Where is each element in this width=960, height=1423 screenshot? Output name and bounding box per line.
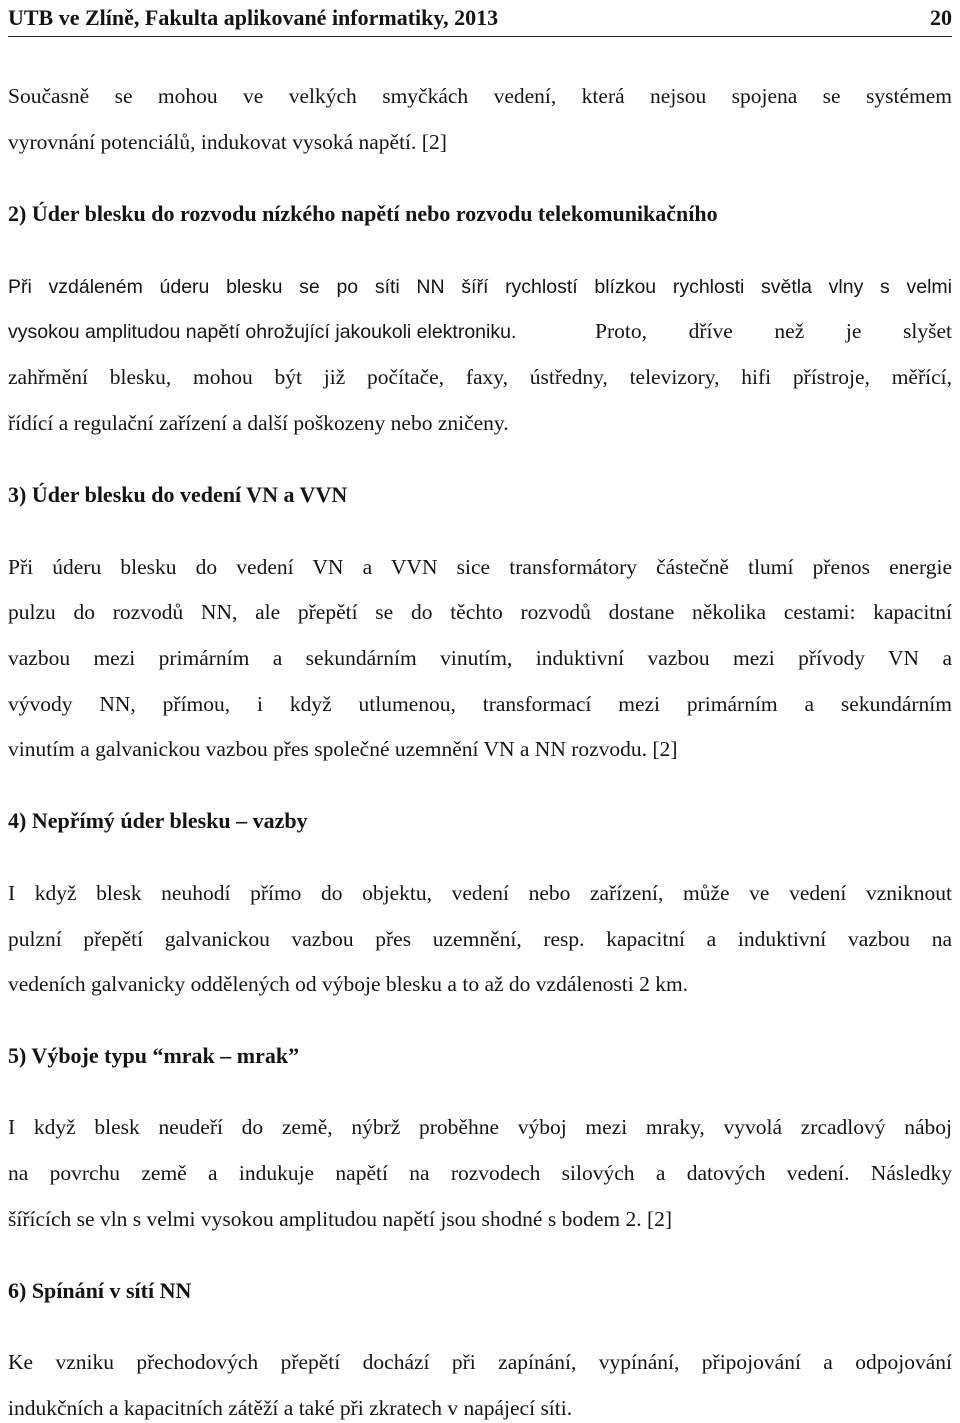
document-title: UTB ve Zlíně, Fakulta aplikované informatiky, 2013 [8,5,499,30]
paragraph-line: indukčních a kapacitních zátěží a také při zkratech v napájecí síti. [8,1396,573,1420]
section-heading-5: 5) Výboje typu “mrak – mrak” [8,1043,300,1068]
page-header [8,0,952,37]
paragraph-line: I když blesk neuhodí přímo do objektu, vedení nebo zařízení, může ve vedení vzniknout [8,881,952,905]
paragraph-line: zahřmění blesku, mohou být již počítače, faxy, ústředny, televizory, hifi přístroje, měřící, [8,365,952,389]
paragraph-line: vazbou mezi primárním a sekundárním vinutím, induktivní vazbou mezi přívody VN a [8,646,952,670]
paragraph-line: I když blesk neudeří do země, nýbrž proběhne výboj mezi mraky, vyvolá zrcadlový náboj [8,1115,952,1139]
section-heading-6: 6) Spínání v sítí NN [8,1278,192,1303]
paragraph-line: vedeních galvanicky oddělených od výboje blesku a to až do vzdálenosti 2 km. [8,972,689,996]
paragraph-line: vyrovnání potenciálů, indukovat vysoká napětí. [2] [8,130,447,154]
paragraph-line: Ke vzniku přechodových přepětí dochází při zapínání, vypínání, připojování a odpojování [8,1350,952,1374]
paragraph-line: Současně se mohou ve velkých smyčkách vedení, která nejsou spojena se systémem [8,84,952,108]
paragraph-line: na povrchu země a indukuje napětí na rozvodech silových a datových vedení. Následky [8,1161,952,1185]
paragraph-line: Proto, dříve než je slyšet [595,319,952,343]
section-heading-4: 4) Nepřímý úder blesku – vazby [8,808,308,833]
paragraph-line: Při vzdáleném úderu blesku se po síti NN šíří rychlostí blízkou rychlosti světla vlny s velmi [8,276,952,298]
page-number: 20 [930,5,952,30]
paragraph-line: pulzu do rozvodů NN, ale přepětí se do těchto rozvodů dostane několika cestami: kapacitní [8,600,952,624]
paragraph-line: řídící a regulační zařízení a další poškozeny nebo zničeny. [8,411,509,435]
paragraph-line: vinutím a galvanickou vazbou přes společné uzemnění VN a NN rozvodu. [2] [8,737,678,761]
paragraph-fragment: vysokou amplitudou napětí ohrožující jakoukoli elektroniku. [8,321,517,343]
paragraph-line: pulzní přepětí galvanickou vazbou přes uzemnění, resp. kapacitní a induktivní vazbou na [8,927,952,951]
paragraph-line: šířících se vln s velmi vysokou amplitudou napětí jsou shodné s bodem 2. [2] [8,1207,673,1231]
paragraph-line: Při úderu blesku do vedení VN a VVN sice transformátory částečně tlumí přenos energie [8,555,952,579]
section-heading-2: 2) Úder blesku do rozvodu nízkého napětí nebo rozvodu telekomunikačního [8,201,718,226]
section-heading-3: 3) Úder blesku do vedení VN a VVN [8,482,348,507]
paragraph-line: vývody NN, přímou, i když utlumenou, transformací mezi primárním a sekundárním [8,692,952,716]
